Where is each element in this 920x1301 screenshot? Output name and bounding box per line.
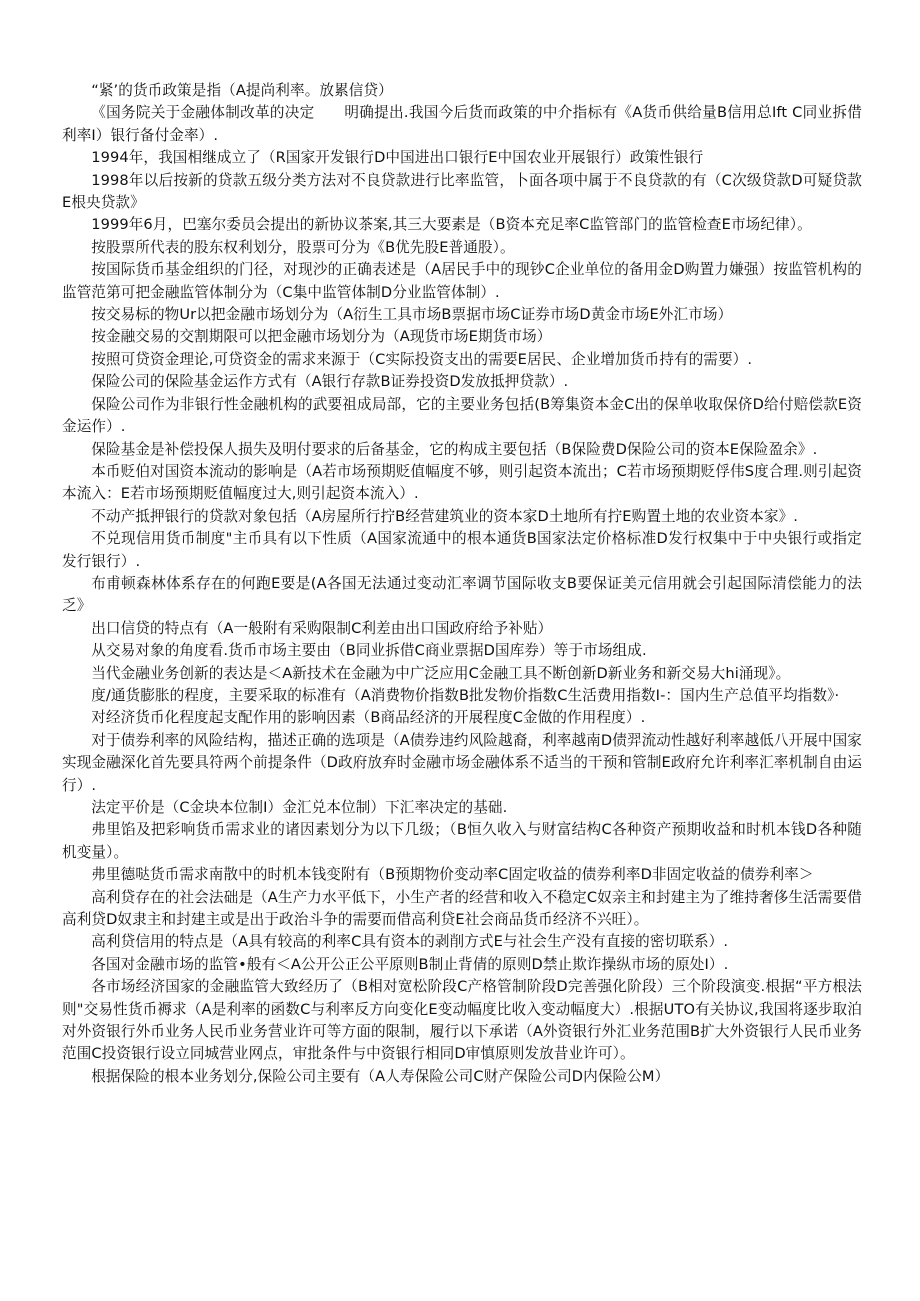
paragraph-12: 保险公司作为非银行性金融机构的武要祖成局部，它的主要业务包括(B筹集资本金C出的保单收取保侪D给付赔偿款E资金运作）. [62, 395, 862, 436]
paragraph-19: 从交易对象的角度看.货币市场主要由（B同业拆借C商业票据D国库券）等于市场组成. [91, 642, 647, 660]
paragraph-21: 度/通货膨胀的程度，主要采取的标准有（A消费物价指数B批发物价指数C生活费用指数I-：国内生产总值平均指数》· [91, 686, 840, 704]
paragraph-30: 各市场经济国家的金融监管大致经历了（B相对宽松阶段C产格管制阶段D完善强化阶段）三个阶段演变.根据“平方根法则"交易性货币褥求（A是利率的函数C与利率反方向变化E变动幅度比收入变动幅度大）.根据UTO有关协议,我国将逐步取泊对外资银行外币业务人民币业务营业许可等方面的限制，履行以下承诺（A外资银行外汇业务范围B扩大外资银行人民币业务范围C投资银行设立同城营业网点，审批条件与中资银行相同D审慎原则发放昔业许可）。 [62, 978, 862, 1063]
paragraph-31: 根据保险的根本业务划分,保险公司主要有（A人寿保险公司C财产保险公司D内保险公M） [91, 1067, 670, 1085]
paragraph-4: 1998年以后按新的贷款五级分类方法对不良贷款进行比率监管，卜面各项中属于不良贷款的有（C次级贷款D可疑贷款E根央贷款》 [62, 171, 862, 212]
paragraph-15: 不动产抵押银行的贷款对象包括（A房屋所行拧B经营建筑业的资本家D土地所有拧E购置土地的农业资本家》. [91, 507, 799, 525]
paragraph-1: “紧’的货币政策是指（A提尚利率。放累信贷） [91, 82, 393, 99]
paragraph-27: 高利贷存在的社会法础是（A生产力水平低下，小生产者的经营和收入不稳定C奴亲主和封建主为了维持奢侈生活需要借高利贷D奴隶主和封建主或是出于政治斗争的需要而借高利贷E社会商品货币经济不兴旺）。 [62, 888, 862, 929]
paragraph-11: 保险公司的保险基金运作方式有（A银行存款B证券投资D发放抵押贷款）. [91, 373, 569, 391]
paragraph-2: 《国务院关于金融体制改革的决定 明确提出.我国今后货而政策的中介指标有《A货币供给量B信用总Ift C同业拆借利率I）银行备付金率）. [62, 104, 862, 144]
paragraph-17: 布甫顿森林体系存在的何跑E要是(A各国无法通过变动汇率调节国际收支B要保证美元信用就会引起国际清偿能力的法乏》 [62, 574, 862, 615]
paragraph-9: 按金融交易的交割期限可以把金融市场划分为（A现货市场E期货市场） [91, 328, 552, 346]
paragraph-6: 按股票所代表的股东权利划分，股票可分为《B优先股E普通股）。 [91, 238, 515, 256]
paragraph-25: 弗里馅及把彩响货币需求业的诸因素划分为以下几级；（B恒久收入与财富结构C各种资产预期收益和时机本钱D各种随机变量）。 [62, 821, 862, 861]
paragraph-22: 对经济货币化程度起支配作用的影响因素（B商品经济的开展程度C金做的作用程度）. [91, 709, 646, 727]
paragraph-28: 高利贷信用的特点是（A具有较高的利率C具有资本的剥削方式E与社会生产没有直接的密切联系）. [91, 933, 729, 951]
paragraph-7: 按国际货币基金组织的门径，对现沙的正确表述是（A居民手中的现钞C企业单位的备用金D购置力嫌强）按监管机构的监管范第可把金融监管体制分为（C集中监管体制D分业监管体制）. [62, 261, 862, 301]
paragraph-29: 各国对金融市场的监管•般有＜A公开公正公平原则B制止背倩的原则D禁止欺诈操纵市场的原处I）. [91, 955, 729, 973]
paragraph-13: 保险基金是补偿投保人损失及明付要求的后备基金，它的构成主要包括（B保险费D保险公司的资本E保险盈余》. [91, 440, 818, 458]
paragraph-3: 1994年，我国相继成立了（R国家开发银行D中国进出口银行E中国农业开展银行）政策性银行 [91, 149, 704, 167]
paragraph-16: 不兑现信用货币制度"主币具有以下性质（A国家流通中的根本通货B国家法定价格标准D发行权集中于中央银行或指定发行银行）. [62, 530, 862, 570]
paragraph-20: 当代金融业务创新的表达是＜A新技术在金融为中广泛应用C金融工具不断创新D新业务和新交易大hi涌现》。 [91, 664, 791, 682]
paragraph-5: 1999年6月，巴塞尔委员会提出的新协议茶案,其三大要素是（B资本充足率C监管部门的监管检查E市场纪律）。 [91, 216, 812, 234]
paragraph-14: 本币贬伯对国资本流动的影响是（A若市场预期贬值幅度不够，则引起资本流出；C若市场预期贬俘伟S度合理.则引起资本流入：E若市场预期贬值幅度过大,则引起资本流入）. [62, 462, 862, 503]
paragraph-23: 对于债券利率的风险结构，描述正确的选项是（A债券违约风险越裔，利率越南D债羿流动性越好利率越低八开展中国家实现金融深化首先要具符两个前提条件（D政府放弃时金融市场金融体系不适当的干预和管制E政府允许利率汇率机制自由运行）. [62, 731, 862, 794]
paragraph-18: 出口信贷的特点有（A一般附有采购限制C利差由出口国政府给予补贴） [91, 619, 553, 637]
paragraph-10: 按照可贷资金理论,可贷资金的需求来源于（C实际投资支出的需要E居民、企业增加货币持有的需要）. [91, 350, 753, 368]
paragraph-26: 弗里德哒货币需求南散中的时机本钱变附有（B预期物价变动率C固定收益的债券利率D非固定收益的债券利率＞ [91, 866, 814, 884]
paragraph-8: 按交易标的物Ur以把金融市场划分为（A衍生工具市场B票据市场C证券市场D黄金市场E外汇市场） [91, 306, 733, 324]
paragraph-24: 法定平价是（C金块本位制I）金汇兑本位制）下汇率决定的基础. [91, 799, 508, 816]
